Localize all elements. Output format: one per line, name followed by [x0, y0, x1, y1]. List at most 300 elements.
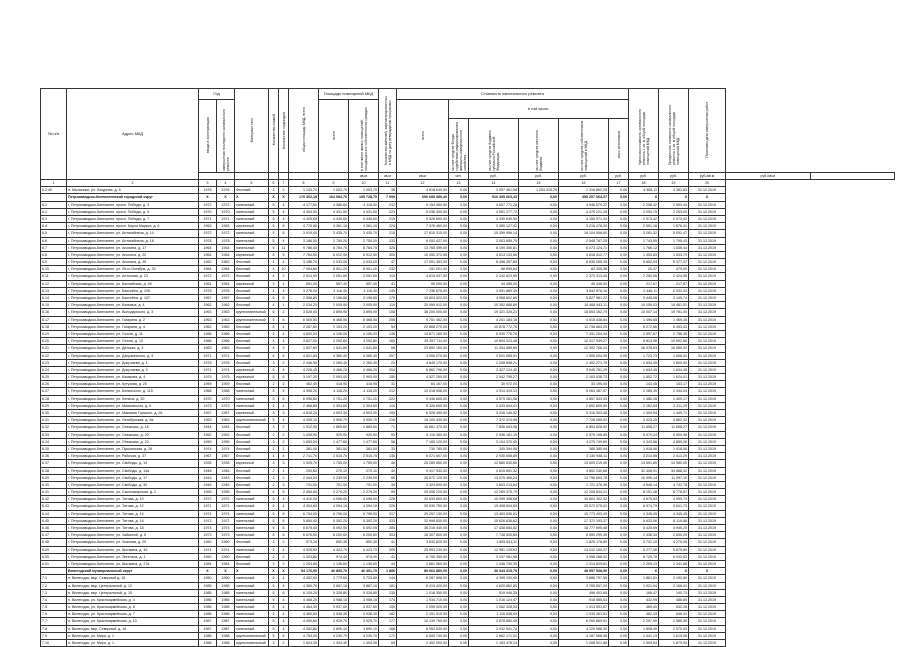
table-cell: 6.40: [41, 481, 67, 488]
table-cell: 1976: [199, 287, 217, 294]
table-cell: 5: [269, 374, 279, 381]
table-cell: 0,00: [519, 215, 559, 222]
table-cell: г. Петрозаводско-Кингисепп, просп. Победы, д. 3: [67, 201, 199, 208]
table-cell: 0,00: [609, 338, 629, 345]
col-address-header: Адрес МКД: [67, 89, 199, 180]
table-row: [41, 517, 895, 524]
table-cell: 31.12.2019: [689, 402, 726, 409]
table-cell: 1972: [199, 517, 217, 524]
table-cell: 7 999: [379, 194, 397, 201]
table-cell: 0,00: [449, 323, 469, 330]
table-cell: 2 208 898,21: [469, 359, 519, 366]
unit-cell: руб.: [519, 173, 559, 180]
table-cell: 0,00: [609, 388, 629, 395]
table-cell: 0,00: [519, 417, 559, 424]
table-cell: 1962: [217, 323, 235, 330]
table-cell: панельный: [235, 402, 269, 409]
table-cell: 6.18: [41, 323, 67, 330]
table-cell: 479,00: [659, 266, 689, 273]
table-cell: 1976: [217, 359, 235, 366]
table-cell: 1974: [217, 445, 235, 452]
table-cell: г. Петрозаводско-Кингисепп, ул. Анохина, д. 17: [67, 244, 199, 251]
table-cell: г. Петрозаводско-Кингисепп, ул. Докучаева, д. 1: [67, 359, 199, 366]
table-cell: 0,00: [609, 237, 629, 244]
table-cell: 2 162,84: [629, 402, 659, 409]
table-cell: 135: [379, 330, 397, 337]
table-cell: 4 925,90: [289, 546, 319, 553]
unit-cell: руб.: [629, 173, 659, 180]
table-cell: 31.12.2019: [689, 374, 726, 381]
table-row: [41, 582, 895, 589]
table-cell: блочный: [235, 338, 269, 345]
table-cell: 44 485,00: [469, 280, 519, 287]
table-row: [41, 251, 895, 258]
table-cell: 0,00: [519, 388, 559, 395]
table-cell: 6 849 740,00: [397, 632, 449, 639]
table-cell: 6.31: [41, 417, 67, 424]
table-cell: X: [199, 568, 217, 575]
table-cell: 3 545 781,29: [559, 366, 609, 373]
table-cell: 1 486,28: [629, 395, 659, 402]
table-cell: 0,00: [449, 632, 469, 639]
table-cell: 1967: [199, 295, 217, 302]
table-cell: г. Петрозаводско-Кингисепп, ул. Онежская, д. 22: [67, 438, 199, 445]
table-cell: 4 629 862,80: [469, 582, 519, 589]
table-cell: 1 204 315,79: [519, 187, 559, 194]
table-cell: X: [279, 194, 289, 201]
table-cell: 8 456 397,65: [469, 259, 519, 266]
table-cell: 2 515,70: [349, 453, 379, 460]
table-cell: 0,00: [519, 244, 559, 251]
table-cell: 3: [269, 359, 279, 366]
table-cell: 0,00: [609, 489, 629, 496]
table-cell: 0,00: [519, 410, 559, 417]
table-cell: 31.12.2019: [689, 208, 726, 215]
table-cell: 1960: [199, 539, 217, 546]
table-cell: 1 008,90: [289, 431, 319, 438]
table-cell: 8 052 630,00: [397, 625, 449, 632]
table-cell: 1 314 829,61: [559, 560, 609, 567]
table-cell: 1990: [217, 575, 235, 582]
table-cell: г. Петрозаводско-Кингисепп, ул. Чкалова, д. 20: [67, 539, 199, 546]
table-cell: 4: [279, 604, 289, 611]
table-row: [41, 525, 895, 532]
table-cell: 1: [269, 445, 279, 452]
table-cell: 0,00: [519, 381, 559, 388]
table-cell: 0,00: [609, 589, 629, 596]
table-cell: 4 460,60: [289, 611, 319, 618]
table-cell: 3 324 690,00: [397, 481, 449, 488]
table-cell: 1946: [217, 467, 235, 474]
table-cell: 4 802 240,68: [559, 467, 609, 474]
table-cell: 17 810 315,00: [397, 230, 449, 237]
table-cell: г. Петрозаводско-Кингисепп, ул. Балтийская, д. 4б: [67, 280, 199, 287]
table-cell: 3 339 649,50: [469, 215, 519, 222]
table-cell: г. Петрозаводско-Кингисепп, ул. Ленина, д. 30: [67, 395, 199, 402]
table-cell: 99 000,00: [397, 280, 449, 287]
table-cell: 418,90: [349, 381, 379, 388]
table-cell: 1 755,00: [319, 460, 349, 467]
table-cell: г. Петрозаводско-Кингисепп, ул. Детская, д. 3: [67, 345, 199, 352]
table-cell: 0,00: [609, 553, 629, 560]
table-cell: г. Петрозаводско-Кингисепп, ул. Титова, д. 12: [67, 503, 199, 510]
table-cell: п. Вилегодск, мкр. Северный д. 15: [67, 575, 199, 582]
table-cell: 4: [269, 352, 279, 359]
table-cell: 1988: [217, 632, 235, 639]
table-cell: 1: [279, 445, 289, 452]
table-cell: 17 372 193,37: [559, 517, 609, 524]
table-cell: 1 925,70: [289, 460, 319, 467]
column-number-cell: 13: [449, 180, 469, 187]
table-cell: 5 854,40: [289, 517, 319, 524]
table-cell: 4 618 412,77: [559, 251, 609, 258]
table-cell: 929,90: [319, 431, 349, 438]
table-cell: 0,00: [449, 359, 469, 366]
table-row: [41, 345, 895, 352]
table-cell: 1967: [217, 453, 235, 460]
table-cell: 4 094,10: [319, 503, 349, 510]
table-cell: панельный: [235, 525, 269, 532]
table-cell: 1963: [217, 316, 235, 323]
table-cell: 4 618 640,00: [397, 187, 449, 194]
table-cell: 0,00: [449, 352, 469, 359]
table-cell: 18 104 556,60: [559, 230, 609, 237]
table-cell: 4 548,14: [629, 481, 659, 488]
table-cell: 5: [269, 201, 279, 208]
table-cell: 1 441,13: [629, 632, 659, 639]
table-cell: 10 995,14: [629, 474, 659, 481]
col-plan-date-header: Плановая дата завершения работ: [689, 89, 726, 173]
table-cell: 1 533,79: [659, 251, 689, 258]
table-cell: 2 287,60: [289, 323, 319, 330]
table-cell: 1974: [217, 510, 235, 517]
table-cell: 3 890,10: [319, 625, 349, 632]
table-cell: 182: [379, 611, 397, 618]
table-cell: 4 613 133,66: [469, 251, 519, 258]
unit-cell: руб./кв.м: [689, 173, 726, 180]
table-cell: 3 116,30: [319, 287, 349, 294]
col-unit-cost-header: Удельная стоимость капитального ремонта 1 кв. м общей площади помещений МКД: [629, 89, 659, 173]
table-cell: г. Петрозаводско-Кингисепп, ул. Кутузова, д. 20: [67, 381, 199, 388]
table-cell: 31.12.2019: [689, 359, 726, 366]
table-cell: 16 980,02: [659, 345, 689, 352]
table-cell: 6.11: [41, 273, 67, 280]
table-cell: 1974: [217, 525, 235, 532]
table-cell: X: [235, 568, 269, 575]
table-cell: 31: [379, 381, 397, 388]
table-cell: 6.27: [41, 388, 67, 395]
table-cell: 31.12.2019: [689, 474, 726, 481]
table-cell: 730 780,00: [397, 445, 449, 452]
table-cell: 8 778,57: [659, 489, 689, 496]
table-cell: 25 397 711,00: [397, 338, 449, 345]
table-cell: 0,00: [609, 632, 629, 639]
table-cell: 0,00: [519, 208, 559, 215]
table-cell: 3 878 880,49: [469, 618, 519, 625]
table-cell: 0,00: [609, 618, 629, 625]
table-cell: 0,00: [449, 604, 469, 611]
table-cell: 31.12.2019: [689, 525, 726, 532]
table-cell: 0,00: [519, 280, 559, 287]
table-cell: 2 436,34: [629, 532, 659, 539]
table-cell: 519 946,35: [469, 589, 519, 596]
table-cell: 3 389 127,42: [469, 223, 519, 230]
table-cell: 488,80: [659, 596, 689, 603]
table-cell: 0,00: [449, 266, 469, 273]
table-cell: 1 918,06: [659, 445, 689, 452]
table-cell: 6.14: [41, 295, 67, 302]
table-cell: 5: [269, 625, 279, 632]
table-cell: 3: [279, 410, 289, 417]
table-cell: 0,00: [609, 481, 629, 488]
table-row: [41, 503, 895, 510]
table-cell: 2 279,20: [319, 489, 349, 496]
table-cell: 4 675,83: [629, 496, 659, 503]
table-cell: 5: [269, 395, 279, 402]
table-cell: г. Петрозаводско-Кингисепп, ул. Докучаева, д. 3: [67, 366, 199, 373]
table-cell: 1963: [217, 345, 235, 352]
column-number-cell: 20: [689, 180, 726, 187]
table-cell: 31.12.2019: [689, 589, 726, 596]
table-cell: 3 929,70: [349, 618, 379, 625]
table-cell: 33: [379, 445, 397, 452]
table-cell: 4: [279, 453, 289, 460]
table-cell: 12 392 708,24: [559, 345, 609, 352]
table-cell: 1960: [217, 539, 235, 546]
table-cell: 15 359 996,14: [469, 230, 519, 237]
table-cell: г. Петрозаводско-Кингисепп, ул. Володарского, д. 3: [67, 309, 199, 316]
table-cell: 3 216 478,20: [559, 223, 609, 230]
table-row: [41, 431, 895, 438]
table-cell: 6 052 427,00: [397, 237, 449, 244]
table-row: [41, 388, 895, 395]
table-cell: 5: [269, 589, 279, 596]
table-cell: 7.5: [41, 604, 67, 611]
table-cell: 4 431,50: [349, 208, 379, 215]
table-cell: 9 036 400,00: [397, 208, 449, 215]
table-cell: 1: [279, 467, 289, 474]
table-cell: 0,00: [519, 539, 559, 546]
table-cell: 6.32: [41, 424, 67, 431]
table-cell: 918 585,53: [559, 596, 609, 603]
table-cell: 3 909,70: [319, 417, 349, 424]
table-cell: X: [269, 194, 279, 201]
table-cell: 4: [279, 215, 289, 222]
table-cell: 20 072 075,41: [559, 503, 609, 510]
table-cell: 1961: [199, 280, 217, 287]
table-cell: X: [217, 568, 235, 575]
table-cell: 0,00: [519, 611, 559, 618]
table-cell: 31.12.2019: [689, 582, 726, 589]
table-cell: 6.7: [41, 244, 67, 251]
table-cell: 6.4: [41, 223, 67, 230]
table-cell: 3 316 303,48: [559, 410, 609, 417]
table-cell: 10 604 302,32: [559, 496, 609, 503]
table-cell: 174: [379, 596, 397, 603]
table-cell: 510 395 663,43: [469, 194, 519, 201]
table-cell: 212: [379, 201, 397, 208]
table-cell: X: [659, 194, 689, 201]
table-cell: 10 481,51: [659, 302, 689, 309]
table-cell: 1943: [199, 474, 217, 481]
table-cell: 2 402 271,79: [559, 359, 609, 366]
table-cell: 12 317 939,27: [559, 338, 609, 345]
table-cell: г. Петрозаводско-Кингисепп, ул. Антикайнена, д. 14: [67, 230, 199, 237]
table-cell: 1 634,45: [629, 366, 659, 373]
table-cell: блочный: [235, 187, 269, 194]
table-cell: 0,00: [519, 374, 559, 381]
table-cell: 270,10: [349, 467, 379, 474]
table-cell: 9 786,00: [289, 244, 319, 251]
table-cell: 4: [269, 287, 279, 294]
table-cell: 14 980,00: [659, 460, 689, 467]
table-cell: 4 399 100,45: [469, 575, 519, 582]
table-row: [41, 453, 895, 460]
table-cell: 31.12.2019: [689, 553, 726, 560]
table-cell: панельный: [235, 589, 269, 596]
table-cell: 4 468,20: [289, 596, 319, 603]
table-cell: 5: [269, 323, 279, 330]
table-cell: 4 361,10: [349, 223, 379, 230]
table-cell: 0,00: [609, 381, 629, 388]
table-cell: 31.12.2019: [689, 338, 726, 345]
table-cell: 1986: [217, 611, 235, 618]
table-cell: 1 795,43: [659, 237, 689, 244]
table-cell: 5 652,94: [629, 259, 659, 266]
table-cell: 5: [269, 618, 279, 625]
table-cell: 31.12.2019: [689, 381, 726, 388]
column-numbers-row: [41, 180, 895, 187]
table-cell: 0,00: [519, 194, 559, 201]
capital-repair-table: [40, 88, 895, 647]
table-cell: 1: [279, 280, 289, 287]
table-cell: 1972: [217, 201, 235, 208]
col-limit-cost-header: Предельная стоимость капитального ремонта 1 кв. м общей площади помещений МКД: [659, 89, 689, 173]
table-cell: 1946: [199, 467, 217, 474]
table-cell: 0,00: [449, 295, 469, 302]
table-cell: X: [235, 194, 269, 201]
table-row: [41, 625, 895, 632]
table-cell: панельный: [235, 395, 269, 402]
table-cell: 7 748 500,65: [469, 532, 519, 539]
table-cell: 6.50: [41, 553, 67, 560]
table-cell: 1963: [199, 309, 217, 316]
col-area-citizens-header: в том числе жилых помещений, находящихся в собственности граждан: [349, 100, 379, 173]
table-cell: 34 868,32: [659, 467, 689, 474]
table-cell: 0,00: [609, 496, 629, 503]
table-cell: 31.12.2019: [689, 496, 726, 503]
table-cell: 53: [379, 431, 397, 438]
table-cell: 0,00: [609, 474, 629, 481]
table-cell: 29 257 130,00: [397, 510, 449, 517]
table-row: [41, 481, 895, 488]
table-cell: 4: [279, 596, 289, 603]
table-cell: 0,00: [449, 330, 469, 337]
table-cell: 0,00: [609, 546, 629, 553]
table-cell: 31.12.2019: [689, 467, 726, 474]
table-cell: г. Петрозаводско-Кингисепп, ул. Дзержинского, д. 9: [67, 352, 199, 359]
table-cell: 7.4: [41, 596, 67, 603]
table-cell: 6.41: [41, 489, 67, 496]
table-cell: 3 958,10: [319, 596, 349, 603]
table-cell: 3 292,80: [349, 338, 379, 345]
table-cell: г. Петрозаводско-Кингисепп, просп. Победы, д. 5: [67, 208, 199, 215]
table-cell: 1 755,00: [349, 460, 379, 467]
table-cell: 31.12.2019: [689, 345, 726, 352]
table-cell: 4: [279, 611, 289, 618]
table-cell: 165: [379, 338, 397, 345]
table-cell: 0,00: [519, 517, 559, 524]
table-cell: 5 875,89: [659, 546, 689, 553]
table-cell: 1 653,00: [289, 438, 319, 445]
table-cell: 11 738 664,25: [559, 323, 609, 330]
table-cell: 4 098,00: [349, 496, 379, 503]
table-cell: 1 477,60: [319, 438, 349, 445]
table-cell: 6.43: [41, 503, 67, 510]
table-cell: 6.19: [41, 330, 67, 337]
table-cell: 2 239,90: [319, 474, 349, 481]
table-cell: панельный: [235, 510, 269, 517]
table-cell: 1987: [217, 618, 235, 625]
table-cell: 1 743,95: [629, 237, 659, 244]
table-cell: 2 514,00: [289, 273, 319, 280]
unit-cell: руб.: [609, 173, 629, 180]
table-cell: 2: [279, 424, 289, 431]
table-cell: 1974: [199, 366, 217, 373]
table-cell: 4: [269, 266, 279, 273]
table-cell: 6: [279, 352, 289, 359]
table-cell: 31.12.2019: [689, 481, 726, 488]
table-cell: 7 372 374,98: [469, 417, 519, 424]
table-cell: 2 034,20: [289, 302, 319, 309]
table-cell: 1959: [199, 438, 217, 445]
table-cell: 4 423,70: [349, 546, 379, 553]
table-cell: 2 332,33: [659, 287, 689, 294]
table-cell: 974,40: [319, 553, 349, 560]
table-cell: 6 119,88: [659, 517, 689, 524]
table-cell: 5 326 650,00: [397, 402, 449, 409]
table-cell: 2 750,20: [319, 237, 349, 244]
table-cell: 3 938,30: [319, 611, 349, 618]
table-cell: блочный: [235, 467, 269, 474]
table-cell: 3 887,10: [349, 582, 379, 589]
table-cell: 135: [379, 453, 397, 460]
table-cell: 10: [279, 266, 289, 273]
table-cell: 1963: [217, 417, 235, 424]
table-cell: 3 166,50: [289, 237, 319, 244]
table-cell: 4 343,66: [629, 438, 659, 445]
table-cell: 1 016 350,00: [397, 589, 449, 596]
table-cell: 0,00: [609, 417, 629, 424]
table-cell: 0,00: [449, 596, 469, 603]
table-cell: 16 661 470,00: [397, 424, 449, 431]
table-cell: п. Вилегодск, ул. Мира, д. 1: [67, 640, 199, 647]
table-cell: 1950: [217, 553, 235, 560]
table-cell: 36 043 315,79: [469, 568, 519, 575]
table-cell: 2: [279, 381, 289, 388]
table-cell: 0,00: [449, 510, 469, 517]
table-cell: 6.33: [41, 431, 67, 438]
table-row: [41, 309, 895, 316]
table-cell: 133: [379, 237, 397, 244]
table-cell: 1935: [199, 460, 217, 467]
table-cell: X: [689, 194, 726, 201]
table-cell: 31.12.2019: [689, 280, 726, 287]
table-row: [41, 640, 895, 647]
table-cell: 0,00: [449, 517, 469, 524]
table-cell: 3 642 876,16: [559, 287, 609, 294]
table-cell: 2 166,01: [659, 582, 689, 589]
